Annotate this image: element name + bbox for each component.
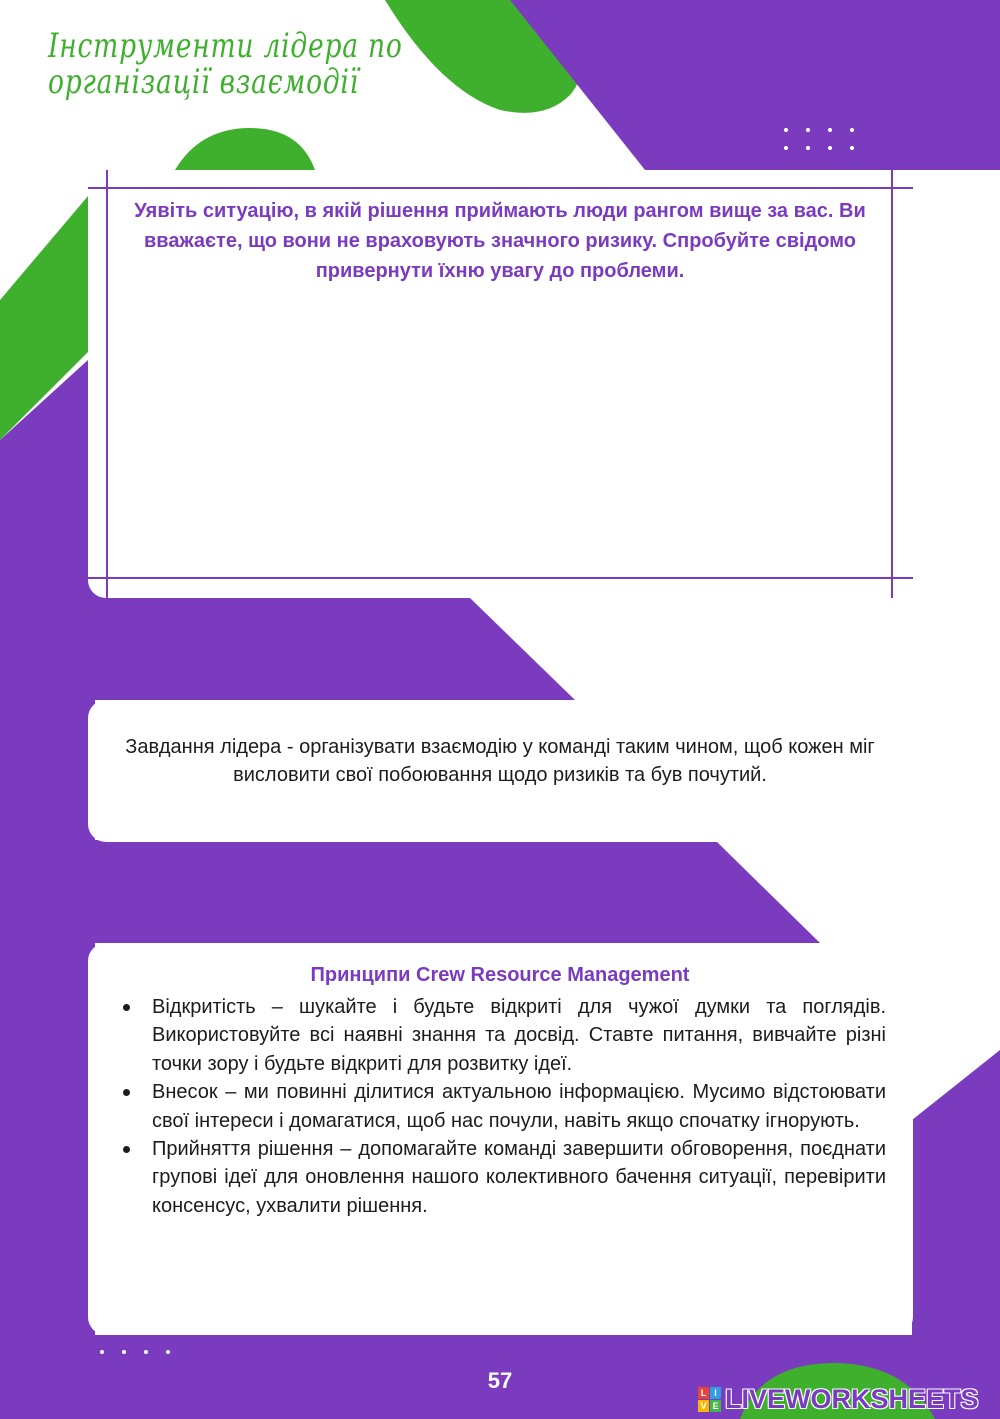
principle-text: – допомагайте команді завершити обговорення, поєднати групові ідеї для оновлення нашого колективного бачення ситуації, перевірити консенсус, ухвалити рішення. [152, 1138, 887, 1217]
question-prompt: Уявіть ситуацію, в якій рішення приймають люди рангом вище за вас. Ви вважаєте, що вони не враховують значного ризику. Спробуйте свідомо привернути їхню увагу до проблеми. [134, 200, 866, 282]
list-item [114, 993, 886, 1078]
liveworksheets-logo-icon [698, 1387, 721, 1412]
decorative-dots-top [784, 128, 854, 150]
page-title: Інструменти лідера по організації взаємодії [48, 26, 403, 102]
logo-tile: L [698, 1387, 709, 1399]
principle-text: – ми повинні ділитися актуальною інформацією. Мусимо відстоювати свої інтереси і домагатися, щоб нас почули, навіть якщо спочатку ігнорують. [152, 1081, 886, 1132]
crm-principles-list [114, 993, 886, 1220]
page-number: 57 [487, 1368, 513, 1393]
brand-name: LIVEWORKSHEETS [725, 1383, 979, 1414]
principle-text: – шукайте і будьте відкриті для чужої думки та поглядів. Використовуйте всі наявні знання та досвід. Ставте питання, вивчайте різні точки зору і будьте відкриті для розвитку ідеї. [152, 996, 886, 1075]
logo-tile: I [710, 1387, 721, 1399]
principle-term: Внесок [152, 1081, 218, 1104]
answer-input[interactable] [112, 330, 892, 564]
principle-term: Прийняття рішення [152, 1138, 334, 1161]
logo-tile: E [710, 1400, 721, 1412]
task-text: Завдання лідера - організувати взаємодію у команді таким чином, щоб кожен міг висловити свої побоювання щодо ризиків та був почутий. [125, 736, 875, 786]
list-item [114, 1135, 886, 1220]
logo-tile: V [698, 1400, 709, 1412]
list-item [114, 1078, 886, 1135]
liveworksheets-brand[interactable] [698, 1383, 979, 1415]
decorative-dots-bottom [100, 1350, 170, 1354]
principle-term: Відкритість [152, 996, 256, 1018]
crm-title: Принципи Crew Resource Management [310, 964, 690, 986]
